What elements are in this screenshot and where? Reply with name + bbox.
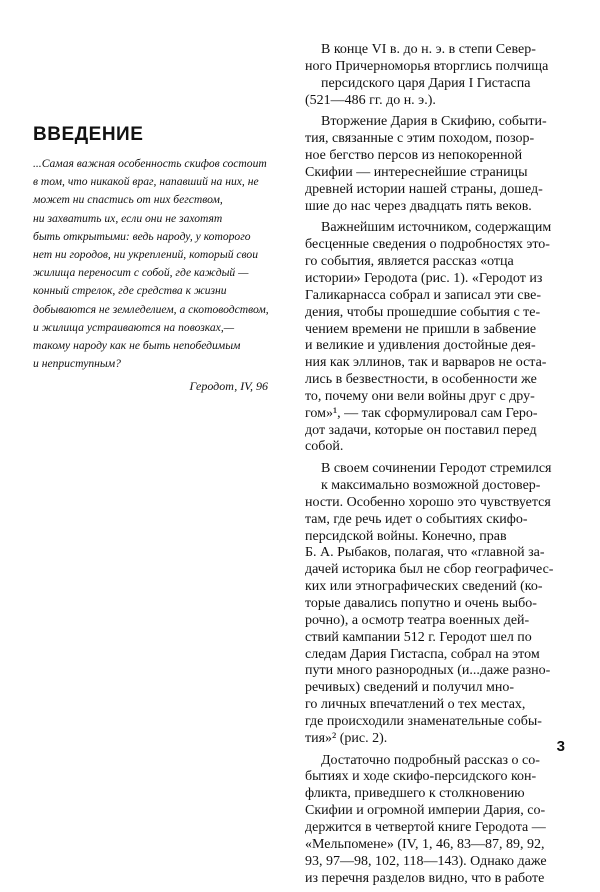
text-line: ное бегство персов из непокоренной bbox=[305, 148, 523, 164]
page-number: 3 bbox=[556, 738, 565, 755]
epigraph-line: и неприступным? bbox=[33, 357, 121, 371]
text-line: (521—486 гг. до н. э.). bbox=[305, 92, 436, 108]
text-line: ния как эллинов, так и варваров не оста- bbox=[305, 355, 547, 371]
text-line: Достаточно подробный рассказ о со- bbox=[321, 752, 540, 768]
text-line: го события, является рассказ «отца bbox=[305, 254, 514, 270]
text-line: следам Дария Гистаспа, собрал на этом bbox=[305, 646, 540, 662]
text-line: Скифии и огромной империи Дария, со- bbox=[305, 803, 546, 819]
text-line: тия, связанные с этим походом, позор- bbox=[305, 131, 535, 147]
text-line: держится в четвертой книге Геродота — bbox=[305, 819, 546, 835]
text-line: из перечня разделов видно, что в работе bbox=[305, 870, 545, 886]
text-line: истории» Геродота (рис. 1). «Геродот из bbox=[305, 270, 543, 286]
text-line: шие до нас через двадцать пять веков. bbox=[305, 198, 532, 214]
text-line: го личных впечатлений о тех местах, bbox=[305, 697, 526, 713]
text-line: персидской войны. Конечно, прав bbox=[305, 528, 507, 544]
text-line: ного Причерноморья вторглись полчища bbox=[305, 58, 549, 74]
text-line: 93, 97—98, 102, 118—143). Однако даже bbox=[305, 853, 547, 869]
text-line: гом»¹, — так сформулировал сам Геро- bbox=[305, 405, 538, 421]
epigraph-line: и жилища устраиваются на повозках,— bbox=[33, 320, 235, 334]
text-line: речивых) сведений и получил мно- bbox=[305, 680, 514, 696]
text-line: чением времени не пришли в забвение bbox=[305, 321, 537, 337]
text-line: пути много разнородных (и...даже разно- bbox=[305, 663, 551, 679]
epigraph bbox=[33, 155, 268, 373]
paragraph bbox=[305, 42, 570, 109]
text-line: к максимально возможной достовер- bbox=[321, 478, 541, 494]
text-line: ких или этнографических сведений (ко- bbox=[305, 579, 543, 595]
text-line: ности. Особенно хорошо это чувствуется bbox=[305, 494, 551, 510]
text-line: Вторжение Дария в Скифию, событи- bbox=[321, 114, 547, 130]
chapter-heading: ВВЕДЕНИЕ bbox=[33, 124, 144, 145]
text-line: там, где речь идет о событиях скифо- bbox=[305, 511, 528, 527]
epigraph-line: быть открытыми: ведь народу, у которого bbox=[33, 229, 251, 243]
paragraph bbox=[305, 461, 570, 747]
text-line: В конце VI в. до н. э. в степи Север- bbox=[321, 42, 536, 57]
epigraph-line: конный стрелок, где средства к жизни bbox=[33, 284, 227, 298]
body-text bbox=[305, 42, 570, 892]
paragraph bbox=[305, 114, 570, 215]
text-line: фликта, приведшего к столкновению bbox=[305, 786, 525, 802]
text-line: то, почему они вели войны друг с дру- bbox=[305, 388, 535, 404]
text-line: собой. bbox=[305, 439, 344, 455]
text-line: бытиях и ходе скифо-персидского кон- bbox=[305, 769, 537, 785]
text-line: бесценные сведения о подробностях это- bbox=[305, 237, 550, 253]
epigraph-line: добываются не земледелием, а скотоводством, bbox=[33, 302, 269, 316]
left-column bbox=[33, 123, 268, 395]
epigraph-line: ...Самая важная особенность скифов состоит bbox=[33, 157, 267, 170]
epigraph-line: может ни спастись от них бегством, bbox=[33, 193, 223, 207]
paragraph bbox=[305, 753, 570, 888]
text-line: торые давались попутно и очень выбо- bbox=[305, 596, 537, 611]
text-line: древней истории нашей страны, дошед- bbox=[305, 181, 543, 197]
paragraph bbox=[305, 220, 570, 456]
text-line: дачей историка был не сбор географичес- bbox=[305, 562, 554, 578]
epigraph-line: ни захватить их, если они не захотят bbox=[33, 211, 223, 225]
text-line: персидского царя Дария I Гистаспа bbox=[321, 75, 531, 91]
text-line: ствий кампании 512 г. Геродот шел по bbox=[305, 629, 532, 645]
text-line: тия»² (рис. 2). bbox=[305, 730, 388, 746]
text-line: Б. А. Рыбаков, полагая, что «главной за- bbox=[305, 545, 545, 561]
epigraph-attribution: Геродот, IV, 96 bbox=[189, 379, 268, 394]
text-line: В своем сочинении Геродот стремился bbox=[321, 461, 552, 477]
epigraph-line: такому народу как не быть непобедимым bbox=[33, 339, 241, 353]
text-line: дот задачи, которые он поставил перед bbox=[305, 422, 537, 438]
text-line: рочно), а осмотр театра военных дей- bbox=[305, 612, 530, 628]
epigraph-line: нет ни городов, ни укреплений, который свои bbox=[33, 248, 259, 262]
text-line: где происходили знаменательные собы- bbox=[305, 713, 542, 729]
epigraph-line: жилища переносит с собой, где каждый — bbox=[33, 266, 249, 280]
text-line: «Мельпомене» (IV, 1, 46, 83—87, 89, 92, bbox=[305, 836, 545, 852]
text-line: и великие и удивления достойные дея- bbox=[305, 338, 536, 354]
text-line: дения, чтобы прошедшие события с те- bbox=[305, 304, 541, 320]
epigraph-line: в том, что никакой враг, напавший на них, не bbox=[33, 175, 259, 189]
text-line: Галикарнасса собрал и записал эти све- bbox=[305, 287, 542, 303]
text-line: Скифии — интереснейшие страницы bbox=[305, 164, 528, 180]
text-line: Важнейшим источником, содержащим bbox=[321, 220, 552, 236]
text-line: лись в безвестности, в особенности же bbox=[305, 372, 537, 388]
